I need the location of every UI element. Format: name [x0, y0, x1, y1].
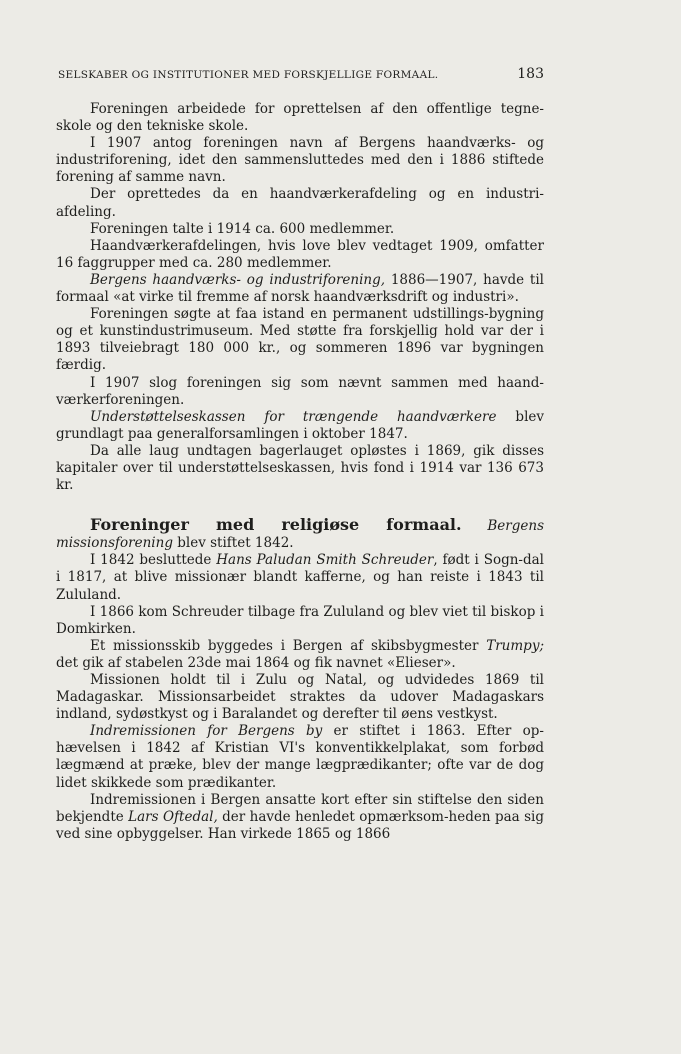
paragraph: Foreningen søgte at faa istand en permanent udstillings-bygning og et kunstindustrimuseum. Med støtte fra forskjellig hold var der i 1893 tilveiebragt 180 000 kr., og sommeren 1896 var bygningen færdig.	[56, 306, 544, 374]
paragraph: Da alle laug undtagen bagerlauget opløstes i 1869, gik disses kapitaler over til understøttelseskassen, hvis fond i 1914 var 136 673 kr.	[56, 442, 544, 494]
paragraph-text: I 1842 besluttede	[90, 552, 217, 569]
page-number: 183	[517, 66, 544, 82]
italic-title: Indremissionen for Bergens by	[90, 723, 323, 740]
paragraph-text: Indremissionen i Bergen ansatte kort efter sin stiftelse den siden bekjendte	[56, 791, 544, 825]
paragraph: Haandværkerafdelingen, hvis love blev vedtaget 1909, omfatter 16 faggrupper med ca. 280 medlemmer.	[56, 237, 544, 271]
paragraph	[56, 792, 544, 843]
page-header	[58, 66, 544, 88]
italic-title: Understøttelseskassen for trængende haandværkere	[90, 408, 497, 425]
paragraph: Foreningen talte i 1914 ca. 600 medlemmer.	[90, 220, 395, 237]
paragraph	[56, 552, 544, 603]
paragraph-text: blev grundlagt paa generalforsamlingen i oktober 1847.	[56, 408, 544, 442]
paragraph: I 1866 kom Schreuder tilbage fra Zululand og blev viet til biskop i Domkirken.	[56, 603, 544, 637]
paragraph	[56, 272, 544, 306]
paragraph-text: er stiftet i 1863. Efter op-hævelsen i 1842 af Kristian VI's konventikkelplakat, som forbød lægmænd at præke, blev der mange lægprædikanter; ofte var de dog lidet skikkede som prædikanter.	[56, 723, 544, 791]
paragraph	[56, 723, 544, 791]
italic-name: Hans Paludan Smith Schreuder	[216, 552, 434, 569]
italic-title: Bergens missionsforening	[56, 518, 544, 552]
body-text	[56, 101, 544, 843]
paragraph: I 1907 slog foreningen sig som nævnt sammen med haand-værkerforeningen.	[56, 374, 544, 408]
italic-name: Trumpy;	[486, 637, 544, 654]
paragraph-text: blev stiftet 1842.	[172, 535, 294, 552]
paragraph: Der oprettedes da en haandværkerafdeling og en industri-afdeling.	[56, 186, 544, 220]
paragraph: I 1907 antog foreningen navn af Bergens haandværks- og industriforening, idet den sammensluttedes med den i 1886 stiftede forening af samme navn.	[56, 135, 544, 186]
paragraph	[56, 409, 544, 443]
paragraph-text: der havde henledet opmærksom-heden paa sig ved sine opbyggelser. Han virkede 1865 og 1866	[56, 808, 544, 842]
paragraph: Missionen holdt til i Zulu og Natal, og udvidedes 1869 til Madagaskar. Missionsarbeidet straktes da udover Madagaskars indland, sydøstkyst og i Baralandet og derefter til øens vestkyst.	[56, 672, 544, 723]
running-title: SELSKABER OG INSTITUTIONER MED FORSKJELLIGE FORMAAL.	[58, 69, 439, 81]
section-heading: Foreninger med religiøse formaal.	[90, 515, 462, 535]
paragraph-text: Et missionsskib byggedes i Bergen af skibsbygmester	[90, 637, 487, 654]
italic-title: Bergens haandværks- og industriforening,	[90, 271, 386, 288]
paragraph-text: 1886—1907, havde til formaal «at virke til fremme af norsk haandværksdrift og industri».	[56, 271, 544, 306]
italic-name: Lars Oftedal,	[128, 808, 218, 825]
paragraph-text: det gik af stabelen 23de mai 1864 og fik navnet «Elieser».	[56, 654, 456, 671]
section-heading-paragraph	[56, 516, 544, 552]
paragraph: Foreningen arbeidede for oprettelsen af den offentlige tegne-skole og den tekniske skole.	[56, 101, 544, 135]
paragraph-text: , født i Sogn-dal i 1817, at blive missionær blandt kafferne, og han reiste i 1843 til Zululand.	[56, 552, 544, 603]
paragraph	[56, 638, 544, 672]
